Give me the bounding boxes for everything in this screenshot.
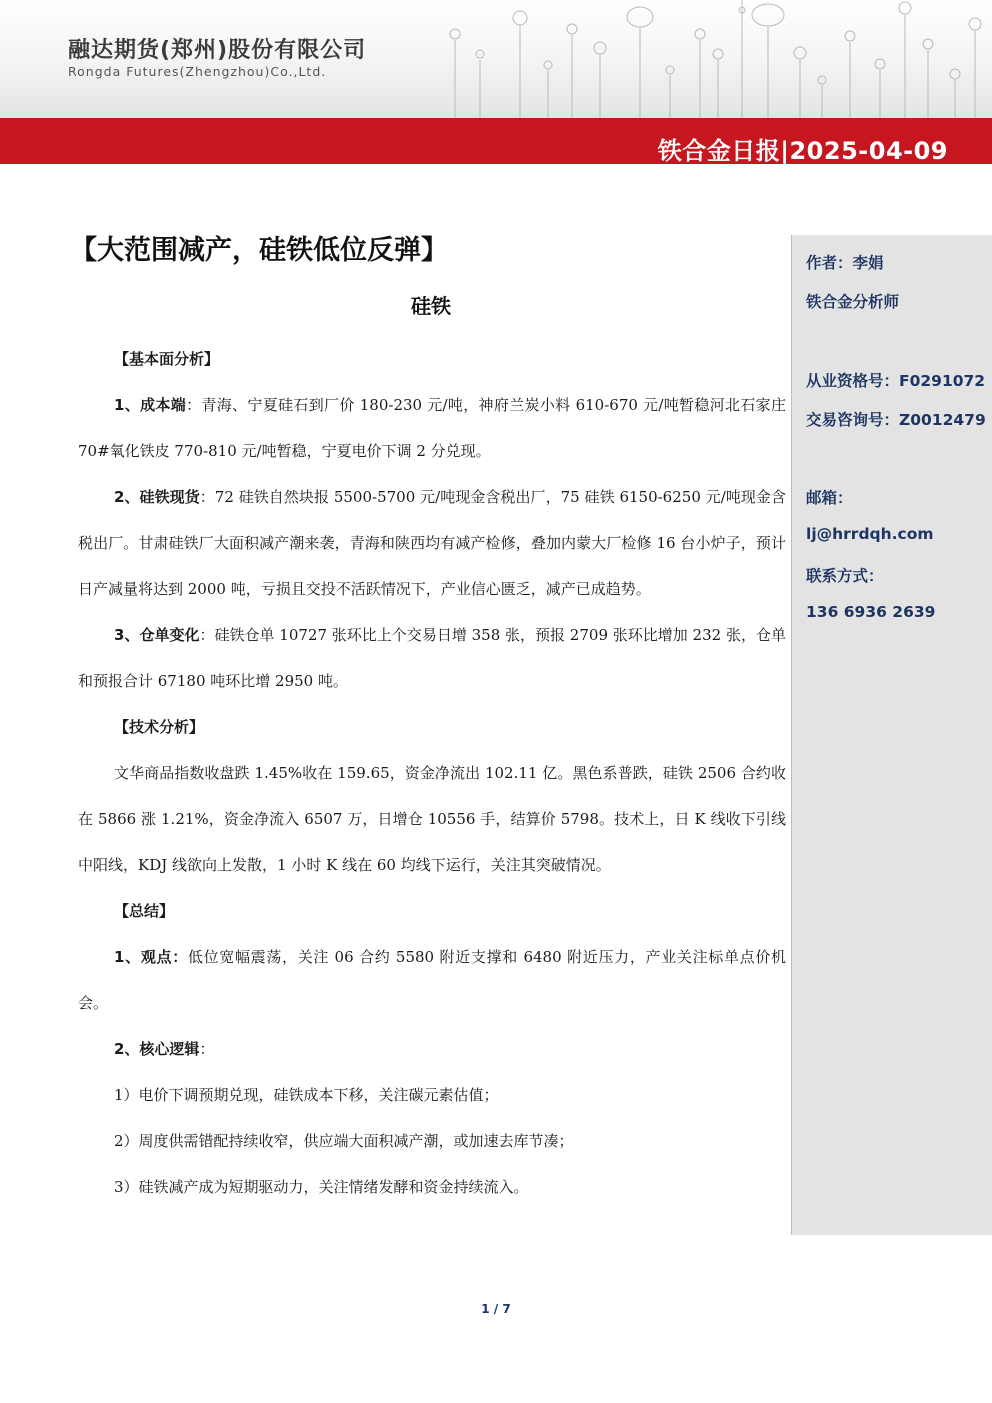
section-heading-fundamental: 【基本面分析】 (114, 350, 220, 368)
paragraph-warrant (78, 612, 786, 704)
author-role: 铁合金分析师 (806, 293, 900, 311)
consult-number: 交易咨询号：Z0012479 (806, 411, 986, 429)
report-body (78, 336, 786, 1210)
section-heading-technical: 【技术分析】 (114, 718, 205, 736)
contact-phone: 136 6936 2639 (806, 603, 936, 621)
paragraph-text: ：硅铁仓单 10727 张环比上个交易日增 358 张，预报 2709 张环比增加 232 张，仓单和预报合计 67180 吨环比增 2950 吨。 (78, 626, 786, 690)
paragraph-text: ： (199, 1040, 215, 1058)
list-item: 3）硅铁减产成为短期驱动力，关注情绪发酵和资金持续流入。 (114, 1178, 529, 1196)
paragraph-text: ：青海、宁夏硅石到厂价 180-230 元/吨，神府兰炭小料 610-670 元/吨暂稳河北石家庄 70#氧化铁皮 770-810 元/吨暂稳，宁夏电价下调 2 分兑现。 (78, 396, 787, 460)
author-name: 作者：李娟 (806, 254, 884, 272)
qualification-number: 从业资格号：F0291072 (806, 372, 986, 390)
paragraph-label: 2、核心逻辑 (114, 1040, 200, 1058)
report-tag: 铁合金日报|2025-04-09 (657, 137, 948, 165)
section-heading-summary: 【总结】 (114, 902, 175, 920)
report-subtitle: 硅铁 (411, 294, 451, 318)
page-number: 1 / 7 (481, 1302, 511, 1316)
paragraph-technical: 文华商品指数收盘跌 1.45%收在 159.65，资金净流出 102.11 亿。黑色系普跌，硅铁 2506 合约收在 5866 涨 1.21%，资金净流入 6507 万，日增仓 10556 手，结算价 5798。技术上，日 K 线收下引线中阳线，KDJ 线欲向上发散，1 小时 K 线在 60 均线下运行，关注其突破情况。 (78, 764, 786, 874)
email-label: 邮箱： (806, 489, 853, 507)
email-link[interactable]: lj@hrrdqh.com (806, 525, 934, 543)
paragraph-label: 3、仓单变化 (114, 626, 200, 644)
report-header (0, 0, 992, 118)
paragraph-logic (78, 1026, 786, 1072)
paragraph-view (78, 934, 786, 1026)
paragraph-cost (78, 382, 786, 474)
paragraph-text: 低位宽幅震荡，关注 06 合约 5580 附近支撑和 6480 附近压力，产业关注标单点价机会。 (78, 948, 787, 1012)
list-item: 1）电价下调预期兑现，硅铁成本下移，关注碳元素估值； (114, 1086, 499, 1104)
paragraph-label: 2、硅铁现货 (114, 488, 200, 506)
company-name-cn: 融达期货(郑州)股份有限公司 (68, 38, 367, 63)
author-sidebar (791, 235, 992, 1235)
paragraph-label: 1、观点： (114, 948, 188, 966)
paragraph-label: 1、成本端 (114, 396, 187, 414)
paragraph-spot (78, 474, 786, 612)
company-name-en: Rongda Futures(Zhengzhou)Co.,Ltd. (68, 64, 327, 79)
paragraph-text: ：72 硅铁自然块报 5500-5700 元/吨现金含税出厂，75 硅铁 6150-6250 元/吨现金含税出厂。甘肃硅铁厂大面积减产潮来袭，青海和陕西均有减产检修，叠加内蒙大厂检修 16 台小炉子，预计日产减量将达到 2000 吨，亏损且交投不活跃情况下，产业信心匮乏，减产已成趋势。 (78, 488, 786, 598)
report-title: 【大范围减产，硅铁低位反弹】 (70, 235, 448, 266)
contact-label: 联系方式： (806, 567, 884, 585)
list-item: 2）周度供需错配持续收窄，供应端大面积减产潮，或加速去库节凑； (114, 1132, 574, 1150)
